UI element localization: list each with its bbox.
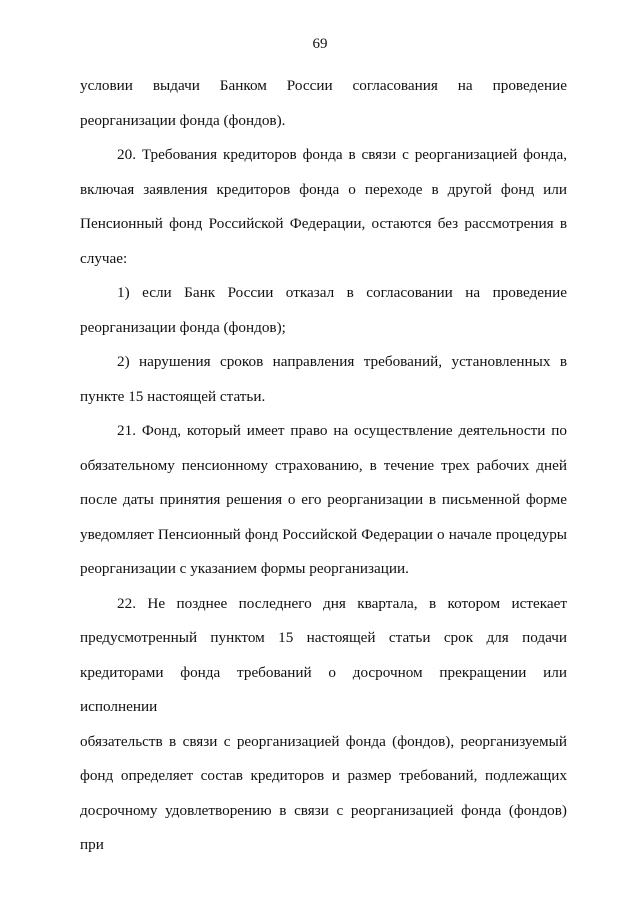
document-body [80,69,567,863]
subitem-2-line: 2) нарушения сроков направления требований, установленных в [117,353,567,370]
text-line: досрочному удовлетворению в связи с реорганизацией фонда (фондов) при [80,801,567,853]
text-line: включая заявления кредиторов фонда о переходе в другой фонд или [80,180,567,198]
text-line: после даты принятия решения о его реорганизации в письменной форме [80,491,567,508]
text-line: реорганизации фонда (фондов). [80,111,286,129]
paragraph-22-line: 22. Не позднее последнего дня квартала, в котором истекает [117,594,567,612]
text-line: уведомляет Пенсионный фонд Российской Федерации о начале процедуры [80,525,567,543]
text-line: реорганизации фонда (фондов); [80,318,286,336]
page-number: 69 [312,36,328,52]
text-line: условии выдачи Банком России согласования на проведение [80,77,567,94]
text-line: обязательств в связи с реорганизацией фонда (фондов), реорганизуемый [80,732,567,750]
text-line: пункте 15 настоящей статьи. [80,387,266,405]
text-line: Пенсионный фонд Российской Федерации, остаются без рассмотрения в [80,215,567,232]
paragraph-21-line: 21. Фонд, который имеет право на осуществление деятельности по [117,422,567,439]
text-line: предусмотренный пунктом 15 настоящей статьи срок для подачи [80,629,567,646]
paragraph-20-line: 20. Требования кредиторов фонда в связи с реорганизацией фонда, [117,146,567,163]
text-line: реорганизации с указанием формы реорганизации. [80,560,409,577]
subitem-1-line: 1) если Банк России отказал в согласовании на проведение [117,284,567,301]
text-line: обязательному пенсионному страхованию, в течение трех рабочих дней [80,456,567,474]
text-line: случае: [80,249,128,267]
text-line: фонд определяет состав кредиторов и размер требований, подлежащих [80,767,567,784]
text-line: кредиторами фонда требований о досрочном прекращении или исполнении [80,663,567,715]
